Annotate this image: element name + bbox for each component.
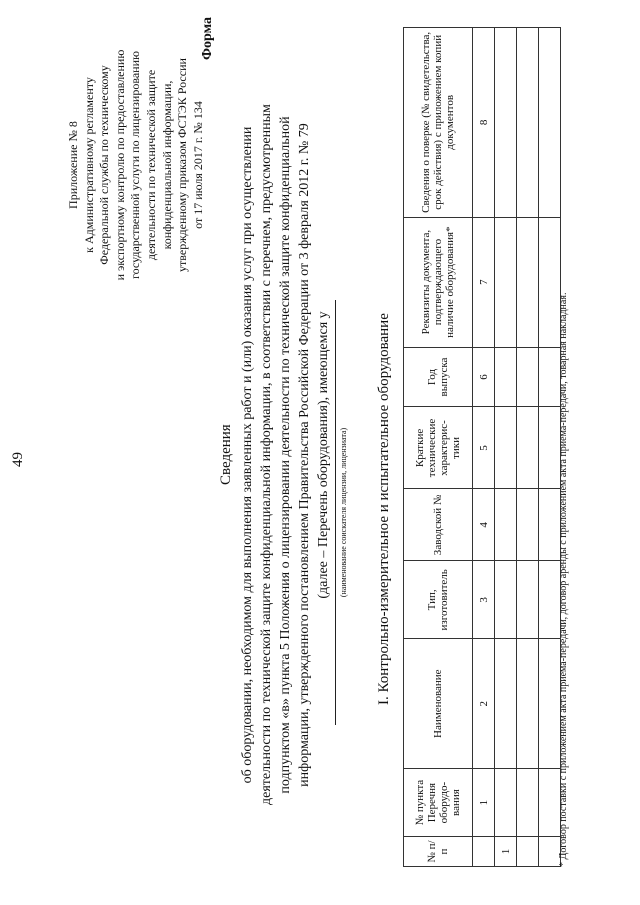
appendix-line: конфиденциальной информации, (159, 80, 174, 250)
table-cell (517, 639, 539, 769)
intro-line: об оборудовании, необходимом для выполнения заявленных работ и (или) оказания услуг при осуществлении (240, 126, 255, 784)
number-cell: 2 (473, 639, 495, 769)
table-cell (517, 28, 539, 218)
table-row (517, 28, 539, 867)
table-header-row (404, 28, 473, 867)
appendix-line: государственной услуги по лицензированию (128, 51, 143, 279)
table-cell: 1 (495, 837, 517, 867)
header-cell: Год выпуска (404, 347, 473, 407)
intro-line: деятельности по технической защите конфиденциальной информации, в соответствии с перечнем, предусмотренным (259, 104, 274, 805)
table-cell (495, 28, 517, 218)
table-cell (517, 769, 539, 837)
number-cell (473, 837, 495, 867)
footnote: * Договор поставки с приложением акта приема-передачи, договор аренды с приложением акта приема-передачи, товарная накладная. (558, 292, 569, 867)
appendix-line: деятельности по технической защите (143, 69, 158, 261)
number-cell: 3 (473, 561, 495, 639)
page-number: 49 (10, 452, 26, 467)
intro-line: (далее – Перечень оборудования), имеющемся у (316, 311, 331, 599)
number-cell: 4 (473, 489, 495, 561)
number-cell: 1 (473, 769, 495, 837)
section-title: I. Контрольно-измерительное и испытательное оборудование (376, 313, 392, 705)
number-cell: 5 (473, 407, 495, 489)
intro-line: подпунктом «в» пункта 5 Положения о лицензировании деятельности по технической защите конфиденциальной (278, 116, 293, 794)
table-cell (495, 489, 517, 561)
header-cell: № п/п (404, 837, 473, 867)
intro-line: информации, утвержденного постановлением Правительства Российской Федерации от 3 февраля 2012 г. № 79 (297, 123, 312, 787)
table-cell (495, 769, 517, 837)
table-cell (517, 407, 539, 489)
table-row (495, 28, 517, 867)
organization-caption: (наименование соискателя лицензии, лицензиата) (339, 427, 348, 598)
number-cell: 6 (473, 347, 495, 407)
intro-paragraph (238, 105, 333, 805)
header-cell: Тип, изготовитель (404, 561, 473, 639)
form-label: Форма (200, 16, 215, 60)
table-cell (517, 217, 539, 347)
organization-name-line (335, 300, 336, 725)
document-title: Сведения (218, 424, 234, 485)
appendix-line: к Административному регламенту (81, 77, 96, 253)
header-cell: Заводской № (404, 489, 473, 561)
appendix-line: от 17 июля 2017 г. № 134 (190, 101, 205, 229)
column-number-row (473, 28, 495, 867)
table-cell (495, 347, 517, 407)
appendix-line: Федеральной службы по техническому (97, 65, 112, 265)
table-cell (539, 28, 561, 218)
header-cell: Сведения о поверке (№ свидетельства, срок действия) с приложением копий документов (404, 28, 473, 218)
header-cell: Наименование (404, 639, 473, 769)
number-cell: 7 (473, 217, 495, 347)
header-cell: Краткие технические характерис-тики (404, 407, 473, 489)
table-cell (495, 639, 517, 769)
appendix-block (66, 15, 206, 315)
table-cell (495, 217, 517, 347)
table-cell (495, 561, 517, 639)
appendix-line: утвержденному приказом ФСТЭК России (175, 58, 190, 272)
appendix-line: Приложение № 8 (66, 121, 80, 209)
table-cell (517, 561, 539, 639)
header-cell: № пункта Перечня оборудо-вания (404, 769, 473, 837)
appendix-line: и экспортному контролю по предоставлению (112, 49, 127, 281)
table-cell (517, 489, 539, 561)
number-cell: 8 (473, 28, 495, 218)
header-cell: Реквизиты документа, подтверждающего наличие оборудования* (404, 217, 473, 347)
table-cell (517, 347, 539, 407)
equipment-table (403, 27, 561, 867)
table-cell (517, 837, 539, 867)
table-cell (495, 407, 517, 489)
